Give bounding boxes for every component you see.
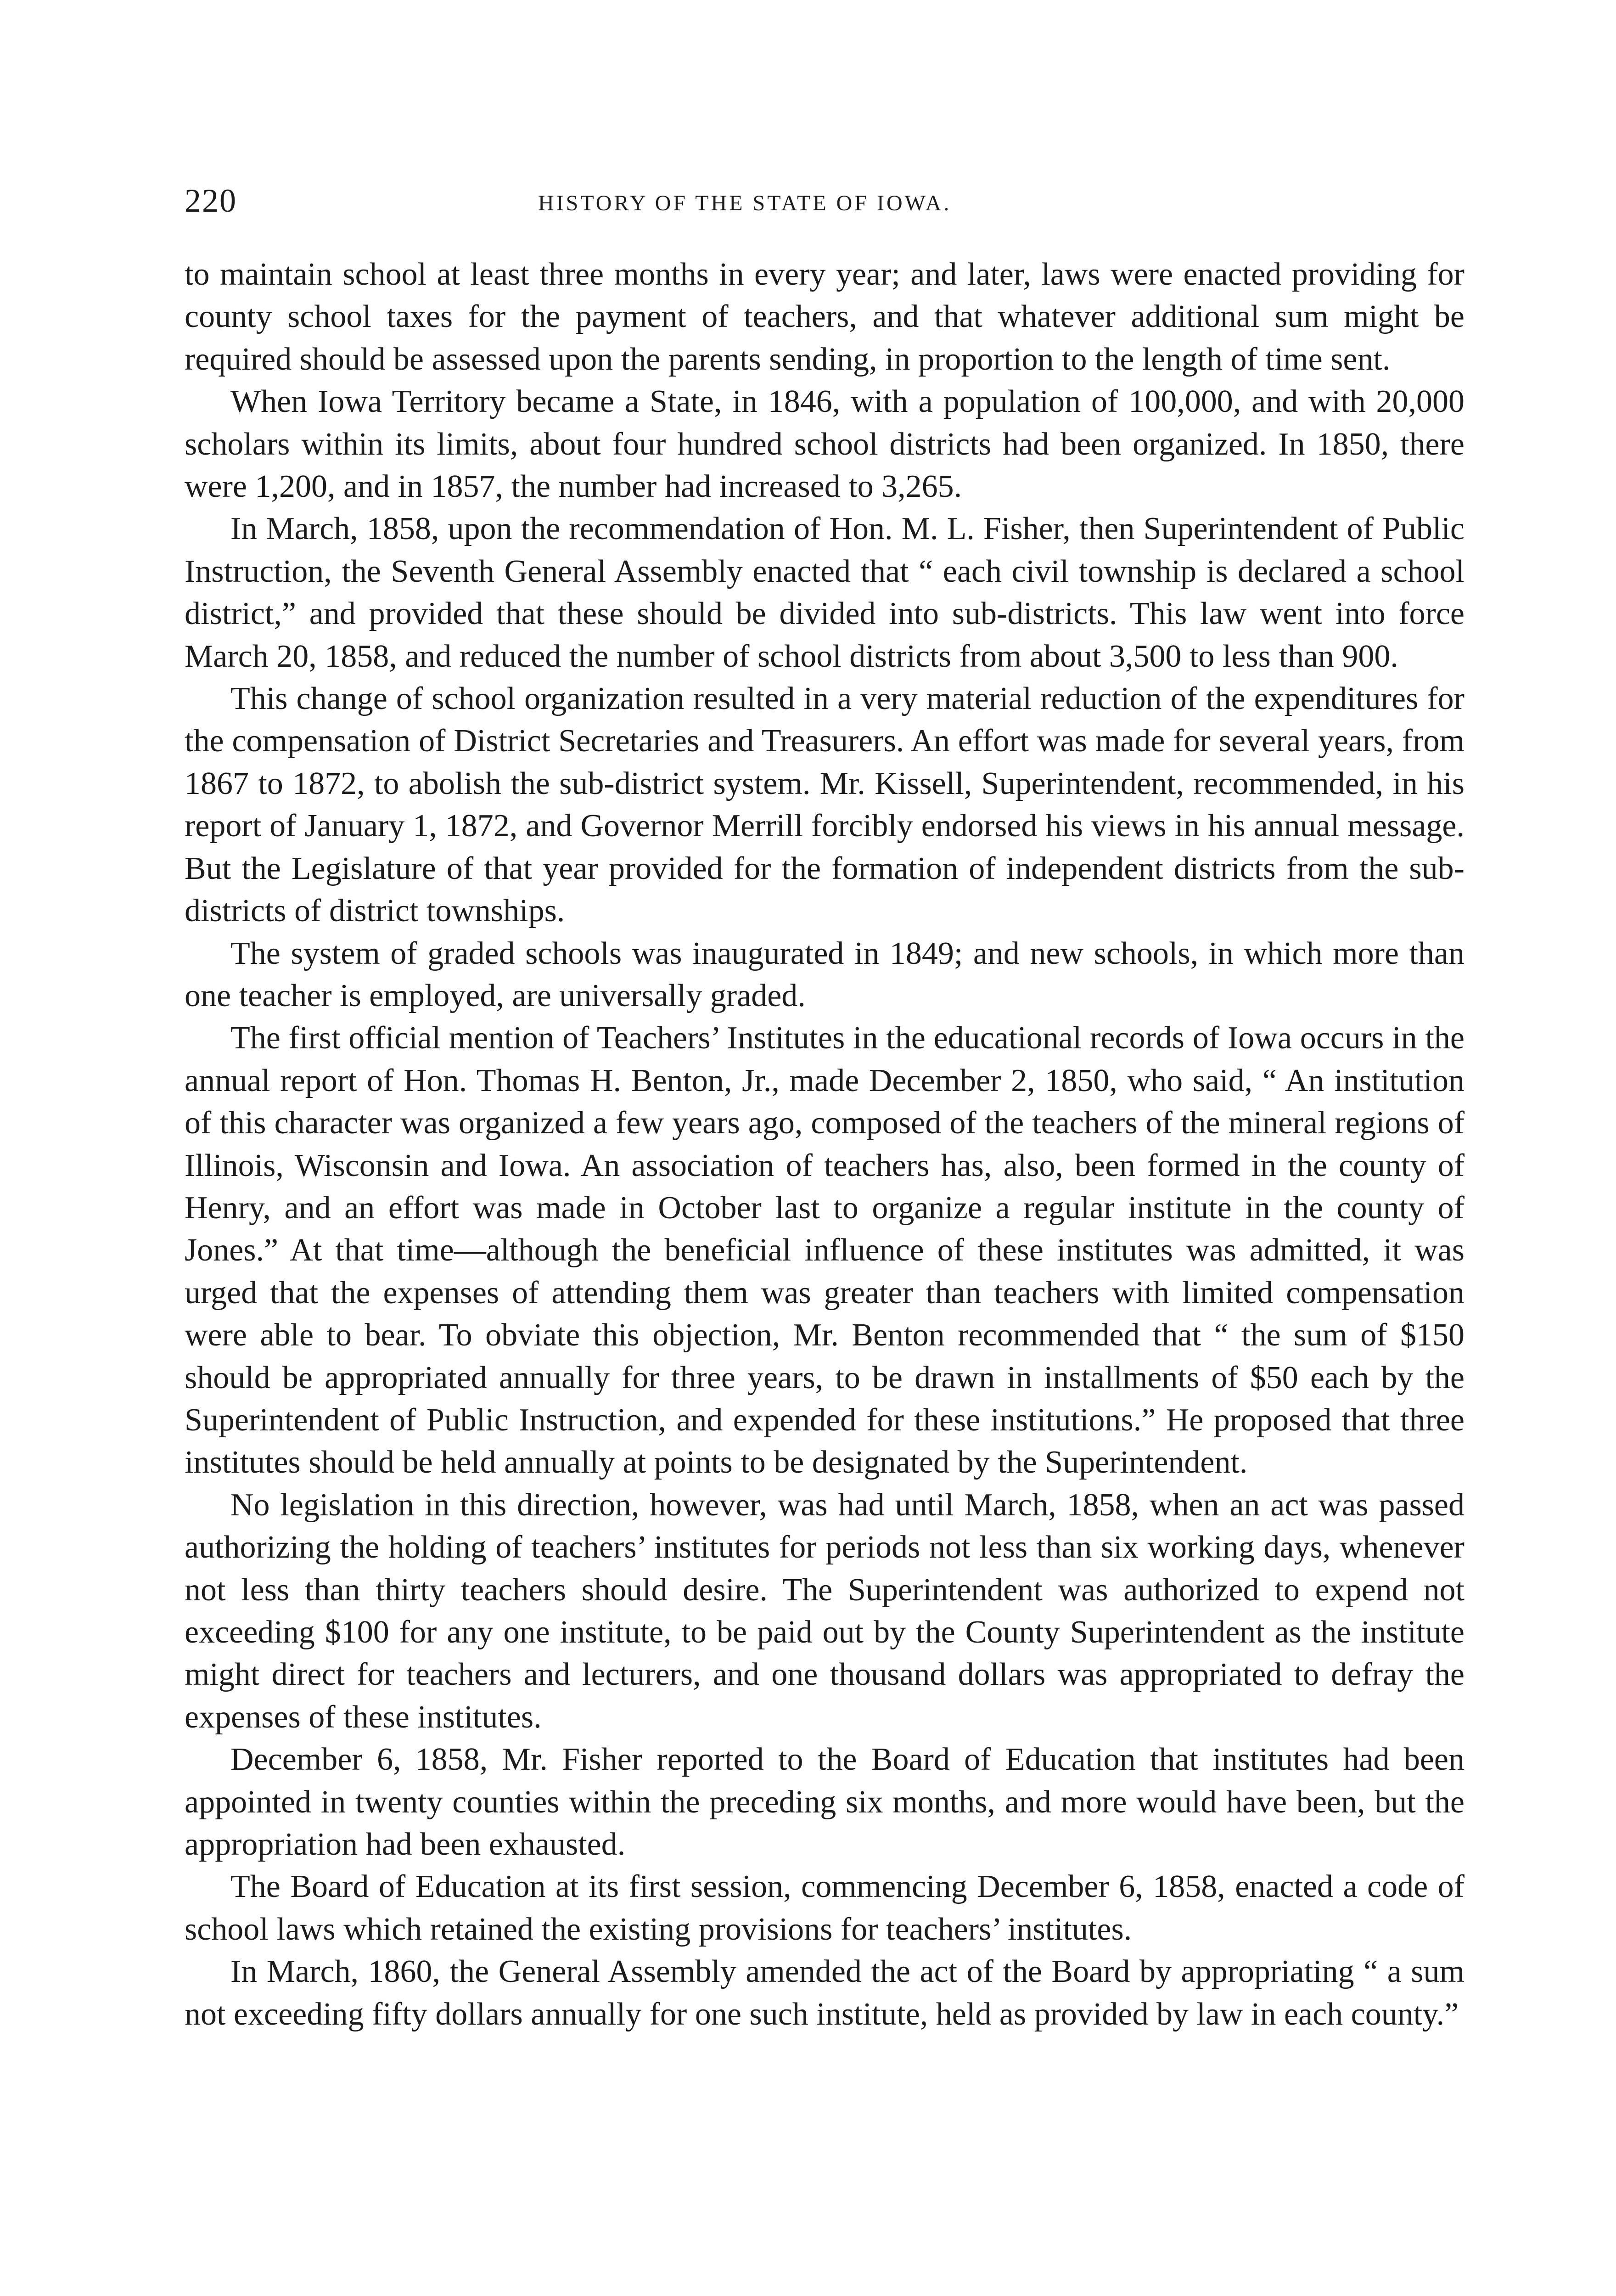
paragraph-sub-district-system: This change of school organization resulted in a very material reduction of the expenditures for the compensation of District Secretaries and Treasurers. An effort was made for several years, from 1867 to 1872, to abolish the sub-district system. Mr. Kissell, Superintendent, recommended, in his report of January 1, 1872, and Governor Merrill forcibly endorsed his views in his annual message. But the Legislature of that year provided for the formation of independent districts from the sub-districts of district townships. [185,681,1464,929]
running-head [185,180,1461,221]
paragraph-teachers-institutes: The first official mention of Teachers’ Institutes in the educational records of Iowa occurs in the annual report of Hon. Thomas H. Benton, Jr., made December 2, 1850, who said, “ An institution of this character was organized a few years ago, composed of the teachers of the mineral regions of Illinois, Wisconsin and Iowa. An association of teachers has, also, been formed in the county of Henry, and an effort was made in October last to organize a regular institute in the county of Jones.” At that time—although the beneficial influence of these institutes was admitted, it was urged that the expenses of attending them was greater than teachers with limited compensation were able to bear. To obviate this objection, Mr. Benton recommended that “ the sum of $150 should be appropriated annually for three years, to be drawn in installments of $50 each by the Superintendent of Public Instruction, and expended for these institutions.” He proposed that three institutes should be held annually at points to be designated by the Superintendent. [185,1020,1464,1480]
paragraph-fisher-report: December 6, 1858, Mr. Fisher reported to the Board of Education that institutes had been appointed in twenty counties within the preceding six months, and more would have been, but the appropriation had been exhausted. [185,1742,1464,1863]
paragraph-legislation-1858: No legislation in this direction, however, was had until March, 1858, when an act was passed authorizing the holding of teachers’ institutes for periods not less than six working days, whenever not less than thirty teachers should desire. The Superintendent was authorized to expend not exceeding $100 for any one institute, to be paid out by the County Superintendent as the institute might direct for teachers and lecturers, and one thousand dollars was appropriated to defray the expenses of these institutes. [185,1487,1464,1735]
paragraph-statehood: When Iowa Territory became a State, in 1846, with a population of 100,000, and with 20,000 scholars within its limits, about four hundred school districts had been organized. In 1850, there were 1,200, and in 1857, the number had increased to 3,265. [185,384,1464,505]
page-number: 220 [185,182,237,219]
paragraph-township-districts: In March, 1858, upon the recommendation of Hon. M. L. Fisher, then Superintendent of Public Instruction, the Seventh General Assembly enacted that “ each civil township is declared a school district,” and provided that these should be divided into sub-districts. This law went into force March 20, 1858, and reduced the number of school districts from about 3,500 to less than 900. [185,511,1464,674]
paragraph-general-assembly-1860: In March, 1860, the General Assembly amended the act of the Board by appropriating “ a sum not exceeding fifty dollars annually for one such institute, held as provided by law in each county.” [185,1954,1464,2032]
paragraph-board-of-education: The Board of Education at its first session, commencing December 6, 1858, enacted a code of school laws which retained the existing provisions for teachers’ institutes. [185,1869,1464,1947]
paragraph-school-taxes: to maintain school at least three months in every year; and later, laws were enacted providing for county school taxes for the payment of teachers, and that whatever additional sum might be required should be assessed upon the parents sending, in proportion to the length of time sent. [185,257,1464,377]
running-head-title: HISTORY OF THE STATE OF IOWA. [538,191,952,215]
body-text [185,253,1464,2036]
paragraph-graded-schools: The system of graded schools was inaugurated in 1849; and new schools, in which more than one teacher is employed, are universally graded. [185,935,1464,1013]
